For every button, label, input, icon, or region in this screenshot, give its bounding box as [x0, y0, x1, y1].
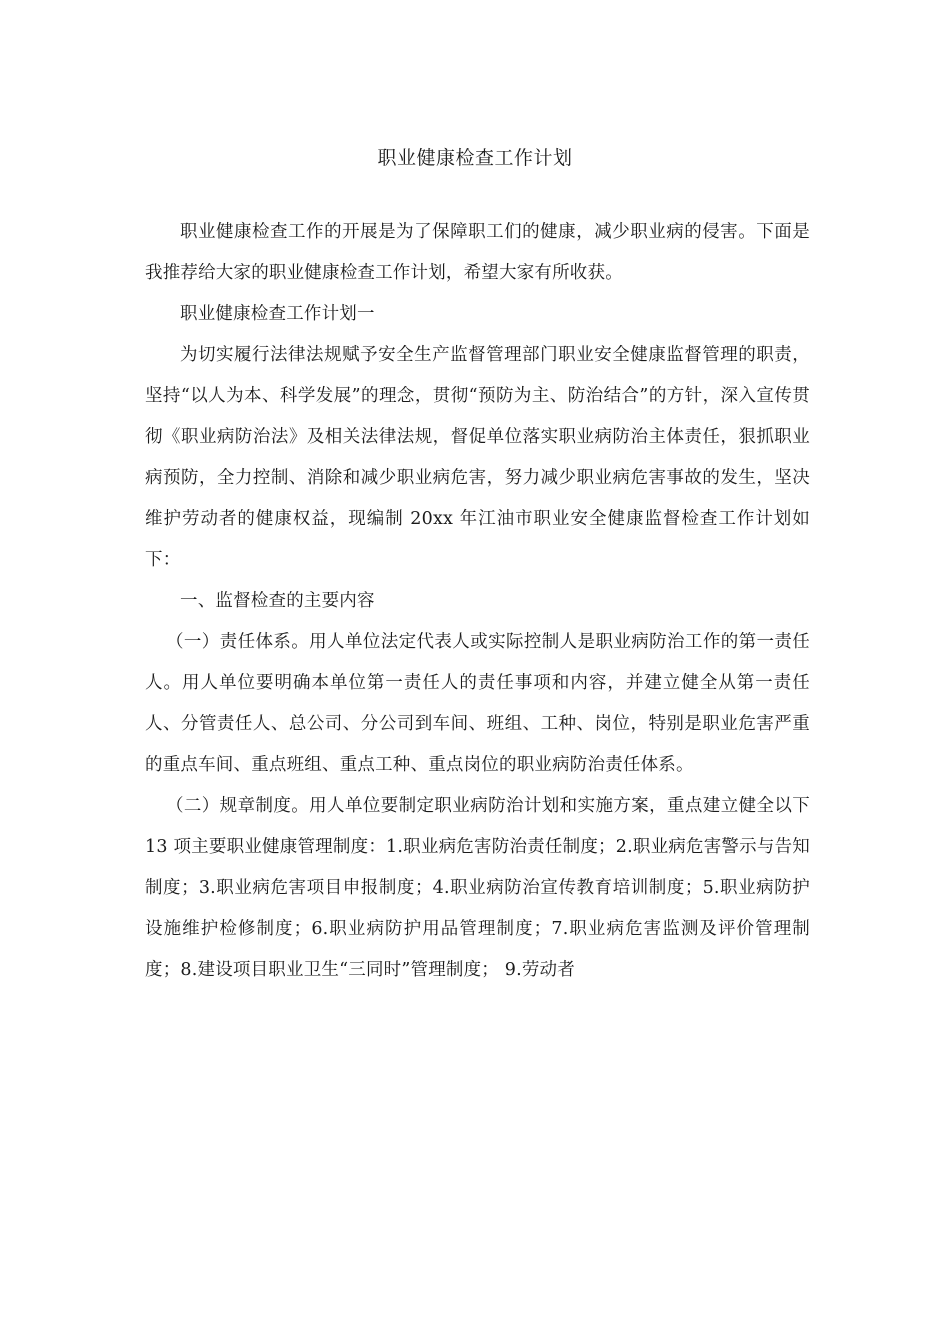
plan-one-heading: 职业健康检查工作计划一 [180, 304, 375, 324]
regulations-paragraph: （二）规章制度。用人单位要制定职业病防治计划和实施方案，重点建立健全以下 13 项主要职业健康管理制度：1.职业病危害防治责任制度；2.职业病危害警示与告知制度；3.职业病危害项目申报制度；4.职业病防治宣传教育培训制度；5.职业病防护设施维护检修制度；6.职业病防护用品管理制度；7.职业病危害监测及评价管理制度；8.建设项目职业卫生“三同时”管理制度； 9.劳动者 [145, 796, 810, 980]
intro-paragraph: 职业健康检查工作的开展是为了保障职工们的健康，减少职业病的侵害。下面是我推荐给大家的职业健康检查工作计划，希望大家有所收获。 [145, 222, 810, 283]
document-title: 职业健康检查工作计划 [377, 147, 573, 169]
purpose-paragraph: 为切实履行法律法规赋予安全生产监督管理部门职业安全健康监督管理的职责，坚持“以人为本、科学发展”的理念，贯彻“预防为主、防治结合”的方针，深入宣传贯彻《职业病防治法》及相关法律法规，督促单位落实职业病防治主体责任，狠抓职业病预防，全力控制、消除和减少职业病危害，努力减少职业病危害事故的发生，坚决维护劳动者的健康权益，现编制 20xx 年江油市职业安全健康监督检查工作计划如下： [145, 345, 810, 570]
section-one-heading: 一、监督检查的主要内容 [180, 591, 375, 611]
responsibility-paragraph: （一）责任体系。用人单位法定代表人或实际控制人是职业病防治工作的第一责任人。用人单位要明确本单位第一责任人的责任事项和内容，并建立健全从第一责任人、分管责任人、总公司、分公司到车间、班组、工种、岗位，特别是职业危害严重的重点车间、重点班组、重点工种、重点岗位的职业病防治责任体系。 [145, 632, 810, 775]
document-body [145, 212, 810, 991]
